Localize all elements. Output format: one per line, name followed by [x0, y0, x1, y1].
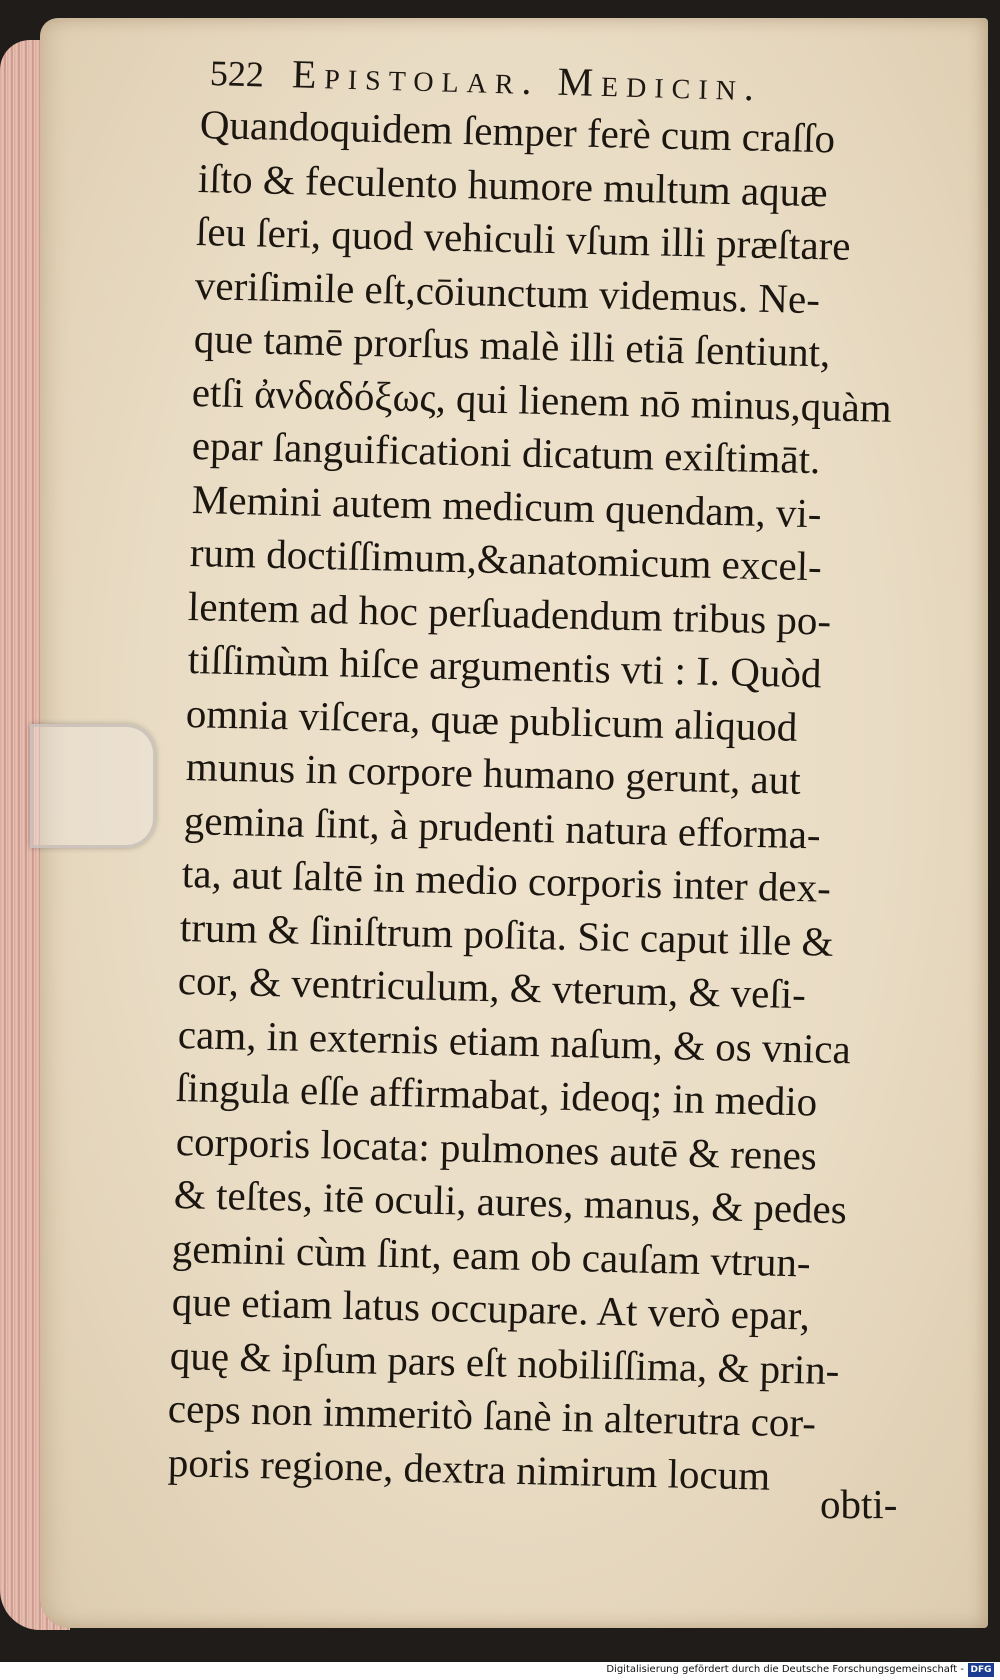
text-line: epar ſanguificationi dicatum exiſtimāt. [191, 422, 821, 483]
text-line: omnia viſcera, quæ publicum aliquod [185, 689, 798, 750]
page-number: 522 [209, 53, 265, 95]
text-line: tiſſimùm hiſce argumentis vti : I. Quòd [187, 636, 822, 697]
text-line: Memini autem medicum quendam, vi- [191, 475, 823, 536]
text-line: ta, aut ſaltē in medio corporis inter dex- [181, 850, 832, 911]
text-line: gemini cùm ſint, eam ob cauſam vtrun- [171, 1224, 812, 1285]
text-line: munus in corpore humano gerunt, aut [185, 743, 802, 803]
text-line: que etiam latus occupare. At verò epar, [171, 1278, 811, 1339]
text-line: rum doctiſſimum,&anatomicum excel- [189, 529, 823, 590]
running-head: Epistolar. Medicin. [291, 51, 763, 110]
text-line: trum & ſiniſtrum poſita. Sic caput ille & [179, 903, 834, 965]
page-clip [30, 724, 156, 848]
text-line: etſi ἀνδαδόξως, qui lienem nō minus,quàm [191, 368, 893, 431]
text-line: corporis locata: pulmones autē & renes [175, 1117, 818, 1179]
text-line: gemina ſint, à prudenti natura efforma- [183, 796, 822, 857]
text-line: cam, in externis etiam naſum, & os vnica [177, 1010, 852, 1072]
dfg-logo: DFG [968, 1663, 994, 1677]
text-line: cor, & ventriculum, & vterum, & veſi- [177, 957, 807, 1018]
text-line: lentem ad hoc perſuadendum tribus po- [187, 582, 832, 644]
text-line: ceps non immeritò ſanè in alterutra cor- [167, 1385, 817, 1446]
text-line: ſingula eſſe affirmabat, ideoq; in medio [175, 1064, 818, 1125]
text-line: Quandoquidem ſemper ferè cum craſſo [199, 101, 836, 162]
footer-credit: Digitalisierung gefördert durch die Deutsche Forschungsgemeinschaft - [606, 1664, 964, 1675]
text-line: iſto & feculento humore multum aquæ [197, 154, 829, 215]
catchword: obti- [820, 1481, 898, 1527]
text-line: que tamē prorſus malè illi etiā ſentiunt, [193, 315, 831, 376]
text-line: quę & ipſum pars eſt nobiliſſima, & prin- [169, 1331, 840, 1393]
text-line: ſeu ſeri, quod vehiculi vſum illi præſtare [195, 208, 852, 269]
text-line: veriſimile eſt,cōiunctum videmus. Ne- [194, 261, 821, 322]
text-line: & teſtes, itē oculi, aures, manus, & pedes [173, 1171, 848, 1233]
text-line: poris regione, dextra nimirum locum [167, 1438, 771, 1499]
